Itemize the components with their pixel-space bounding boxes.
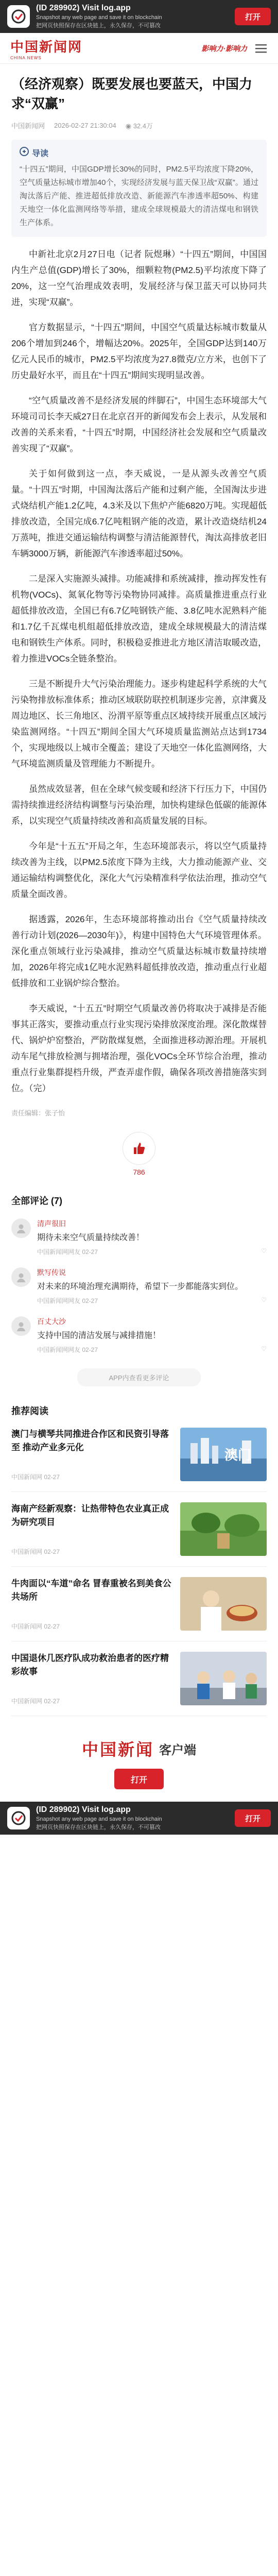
banner-open-button[interactable]: 打开 — [235, 8, 271, 25]
article-guide — [11, 140, 267, 237]
article-editor: 责任编辑：张子怡 — [11, 1109, 65, 1117]
banner-app-name: (ID 289902) Visit log.app — [36, 1805, 131, 1814]
banner-text — [36, 4, 229, 29]
comment-footer — [37, 1296, 267, 1305]
banner-subtitle-en: Snapshot any web page and save it on blockchain — [36, 1816, 162, 1822]
footer-open-button[interactable]: 打开 — [114, 1769, 164, 1789]
comment-author: 默写传说 — [37, 1268, 66, 1277]
header-slogan: 影响力·影响力 — [201, 44, 247, 53]
site-logo-sub: CHINA NEWS — [10, 55, 42, 60]
recommend-title: 推荐阅读 — [11, 1406, 48, 1416]
menu-icon[interactable] — [254, 42, 268, 55]
comment-body — [37, 1218, 267, 1256]
article-views — [126, 121, 153, 130]
site-header — [0, 33, 278, 64]
guide-header — [20, 147, 258, 159]
recommend-item-title: 澳门与横琴共同推进合作区和民资引导落至 推动产业多元化 — [11, 1429, 169, 1452]
like-area — [11, 1132, 267, 1176]
article-paragraph: 中新社北京2月27日电（记者 阮煜琳）“十四五”期间，中国国内生产总值(GDP)增长了30%，细颗粒物(PM2.5)平均浓度下降了20%，这一空气治理成效表明，发展经济与保卫蓝天可以协同共进，实现“双赢”。 — [11, 249, 267, 307]
avatar — [11, 1267, 31, 1287]
guide-text: “十四五”期间，中国GDP增长30%的同时，PM2.5平均浓度下降20%，空气质量达标城市增加40个，实现经济发展与蓝天保卫战“双赢”。通过淘汰落后产能、推进超低排放改造、新能源汽车渗透率超50%、构建天地空一体化监测网络等举措，建成全球规模最大的清洁煤电和钢铁生产体系。 — [20, 165, 258, 227]
recommend-text — [11, 1428, 173, 1481]
thumbs-up-icon — [132, 1141, 146, 1156]
like-button[interactable] — [123, 1132, 155, 1165]
more-comments-button[interactable]: APP内查看更多评论 — [77, 1368, 201, 1386]
recommend-item-title: 中国退休几医疗队成功救治患者的医疗精彩故事 — [11, 1653, 169, 1676]
recommend-item[interactable] — [11, 1492, 267, 1567]
article-paragraph: 据透露，2026年，生态环境部将推动出台《空气质量持续改善行动计划(2026—2030年)》，构建中国特色大气环境管理体系。深化重点领域行业污染减排，推动空气质量达标城市数量持续增加，2026年将完成1亿吨水泥熟料超低排放改造，推动重点行业超低排放和工业锅炉综合整治。 — [11, 914, 267, 988]
comment-item — [11, 1218, 267, 1256]
comment-footer — [37, 1345, 267, 1354]
article-paragraph: 李天威说，“十五五”时期空气质量改善仍将取决于减排是否能事其正落实，要推动重点行业实现污染排放深度治理。深化散煤替代、锅炉炉窑整治，严防散煤复燃，全面推进移动源治理。开展机动车尾气排放检测与拥堵治理，强化VOCs全环节综合治理，推动重点行业集群提档升级，严查弄虚作假，确保各项改善措施落实到位。（完） — [11, 1004, 267, 1093]
avatar — [11, 1218, 31, 1238]
top-app-banner[interactable] — [0, 0, 278, 33]
recommend-item-source: 中国新闻网 02-27 — [11, 1548, 60, 1555]
app-logo-icon — [7, 5, 30, 28]
comment-meta: 中国新闻网网友 02-27 — [37, 1346, 98, 1353]
comment-body — [37, 1267, 267, 1305]
site-logo[interactable] — [10, 37, 82, 60]
recommend-thumbnail — [180, 1502, 267, 1556]
article-paragraph: 虽然成效显著，但在全球气候变暖和经济下行压力下，中国仍需持续推进经济结构调整与污染治理，加快构建绿色低碳的能源体系，以实现空气质量持续改善和高质量发展的目标。 — [11, 784, 267, 826]
banner-subtitle-cn: 把网页快照保存在区块链上，永久保存，不可篡改 — [36, 1824, 161, 1831]
recommend-item-source: 中国新闻网 02-27 — [11, 1473, 60, 1481]
avatar — [11, 1316, 31, 1336]
comment-item — [11, 1267, 267, 1305]
article-source: 中国新闻网 — [11, 122, 45, 130]
app-logo-icon — [7, 1807, 30, 1829]
thumbnail-caption: 澳门 — [224, 1447, 252, 1463]
article — [0, 64, 278, 1176]
recommend-thumbnail — [180, 1652, 267, 1705]
comment-item — [11, 1316, 267, 1354]
comment-body — [37, 1316, 267, 1354]
footer-client: 客户端 — [159, 1743, 196, 1757]
comment-like-icon[interactable]: ♡ — [261, 1247, 267, 1255]
user-icon — [15, 1320, 27, 1332]
recommend-item-title: 牛肉面以“车道”命名 冒春重被名到美食公共场所 — [11, 1579, 171, 1602]
banner-subtitle-en: Snapshot any web page and save it on blockchain — [36, 14, 162, 21]
comment-author: 清声很旧 — [37, 1219, 66, 1228]
bottom-app-banner[interactable] — [0, 1802, 278, 1835]
article-time: 2026-02-27 21:30:04 — [54, 122, 116, 129]
like-count: 786 — [133, 1168, 145, 1176]
recommend-item-title: 海南产经新观察：让热带特色农业真正成为研究项目 — [11, 1504, 169, 1527]
article-paragraph: 官方数据显示，“十四五”期间，中国空气质量达标城市数量从206个增加到246个，增幅达20%。2025年，全国GDP达到140万亿元人民币的城市，PM2.5平均浓度为27.8微克/立方米，也创下了历史最好水平，而且在“十四五”期间实现明显改善。 — [11, 323, 267, 380]
header-right — [201, 42, 268, 55]
comment-text: 期待未来空气质量持续改善！ — [37, 1233, 145, 1242]
article-paragraph: 三是不断提升大气污染治理能力。逐步构建起科学系统的大气污染物排放标准体系；推动区域联防联控机制逐步完善，京津冀及周边地区、长三角地区、汾渭平原等重点区域持续开展重点区域污染监测网络。“十四五”期间全国大气环境质量监测站点达到1734个，实现地级以上城市全覆盖；建设了天地空一体化监测网络，大气环境监测质量及管理能力不断提升。 — [11, 679, 267, 769]
article-paragraph: 今年是“十五五”开局之年，生态环境部表示，将以空气质量持续改善为主线，以PM2.5浓度下降为主线，大力推动能源产业、交通运输结构调整优化，深化大气污染精准科学依法治理，推动空气质量全面改善。 — [11, 841, 267, 899]
comments-title: 全部评论 (7) — [11, 1196, 62, 1206]
recommend-item-source: 中国新闻网 02-27 — [11, 1698, 60, 1705]
recommend-section — [0, 1404, 278, 1716]
footer-logo — [82, 1737, 196, 1760]
article-paragraph: 二是深入实施源头减排。功能减排和系统减排，推动挥发性有机物(VOCs)、氮氧化物等污染物协同减排。高质量推进重点行业超低排放改造，全国已有6.7亿吨钢铁产能、3.8亿吨水泥熟料产能和1.7亿千瓦煤电机组超低排放改造，建成全球规模最大的清洁煤电和钢铁生产体系。同时，积极稳妥推进北方地区清洁取暖改造，着力推进VOCs全链条整治。 — [11, 574, 267, 664]
comment-meta: 中国新闻网网友 02-27 — [37, 1297, 98, 1304]
user-icon — [15, 1272, 27, 1283]
recommend-item[interactable] — [11, 1567, 267, 1641]
recommend-thumbnail — [180, 1428, 267, 1481]
recommend-item-source: 中国新闻网 02-27 — [11, 1623, 60, 1630]
comment-author: 百丈大沙 — [37, 1317, 66, 1326]
recommend-thumbnail — [180, 1577, 267, 1631]
comments-section — [0, 1194, 278, 1386]
footer-brand: 中国新闻 — [81, 1740, 154, 1759]
comment-text: 对未来的环境治理充满期待，希望下一步都能落实到位。 — [37, 1282, 244, 1291]
comment-text: 支持中国的清洁发展与减排措施！ — [37, 1331, 161, 1340]
guide-label: 导读 — [32, 149, 49, 158]
banner-open-button[interactable]: 打开 — [235, 1809, 271, 1827]
recommend-item[interactable] — [11, 1641, 267, 1716]
user-icon — [15, 1223, 27, 1234]
comment-like-icon[interactable]: ♡ — [261, 1345, 267, 1352]
recommend-text — [11, 1577, 173, 1631]
guide-icon — [20, 147, 29, 159]
site-logo-text: 中国新闻网 — [10, 39, 83, 55]
banner-app-name: (ID 289902) Visit log.app — [36, 4, 131, 12]
recommend-text — [11, 1652, 173, 1705]
article-paragraph: 关于如何做到这一点，李天威说，一是从源头改善空气质量。“十四五”时期，中国淘汰落后产能和过剩产能，全国淘汰步进式烧结机产能1.2亿吨，4.3米及以下焦炉产能6820万吨。实现超低排放改造，全国完成6.7亿吨粗钢产能的改造，累计改造烧结机24万蒸吨，推进交通运输结构调整与清洁能源替代，淘汰高排放老旧车辆3000万辆，新能源汽车渗透率超过50%。 — [11, 469, 267, 558]
banner-subtitle-cn: 把网页快照保存在区块链上，永久保存，不可篡改 — [36, 23, 161, 29]
app-footer — [0, 1716, 278, 1802]
banner-text — [36, 1805, 229, 1831]
recommend-item[interactable] — [11, 1417, 267, 1492]
article-title: （经济观察）既要发展也要蓝天，中国力求“双赢” — [11, 76, 253, 111]
eye-icon: ◉ — [125, 122, 132, 130]
comment-footer — [37, 1247, 267, 1256]
article-meta — [11, 121, 267, 130]
article-paragraph: “空气质量改善不是经济发展的绊脚石”，中国生态环境部大气环境司司长李天威27日在北京召开的新闻发布会上表示，从发展和改善的关系来看，“十四五”时期，中国经济社会发展和空气质量改善实现了“双赢”。 — [11, 396, 267, 453]
comment-meta: 中国新闻网网友 02-27 — [37, 1248, 98, 1256]
comment-like-icon[interactable]: ♡ — [261, 1296, 267, 1303]
recommend-text — [11, 1502, 173, 1556]
article-views-count: 32.4万 — [133, 122, 153, 130]
